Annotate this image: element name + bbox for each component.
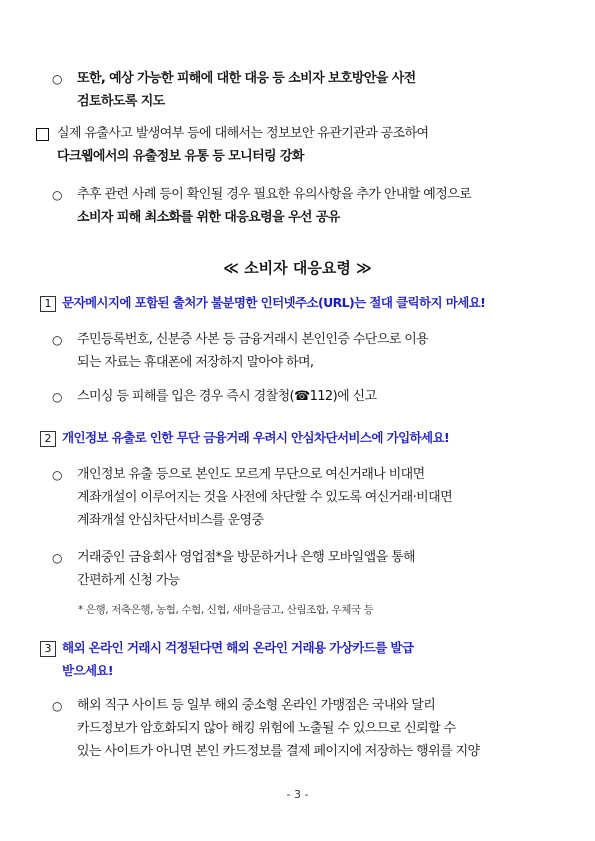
paragraph-line: 검토하도록 지도 bbox=[77, 94, 165, 109]
paragraph-line: 실제 유출사고 발생여부 등에 대해서는 정보보안 유관기관과 공조하여 bbox=[57, 126, 429, 141]
item-number-box: 2 bbox=[40, 431, 56, 447]
item-title: 문자메시지에 포함된 출처가 불분명한 인터넷주소(URL)는 절대 클릭하지 마세요! bbox=[62, 295, 486, 310]
paragraph-line: 거래중인 금융회사 영업점*을 방문하거나 은행 모바일앱을 통해 bbox=[77, 550, 416, 565]
paragraph-line: 또한, 예상 가능한 피해에 대한 대응 등 소비자 보호방안을 사전 bbox=[77, 71, 416, 86]
paragraph-line: 계좌개설 안심차단서비스를 운영중 bbox=[77, 513, 264, 528]
paragraph-line: 있는 사이트가 아니면 본인 카드정보를 결제 페이지에 저장하는 행위를 지양 bbox=[77, 744, 480, 759]
paragraph-line: 해외 직구 사이트 등 일부 해외 중소형 온라인 가맹점은 국내와 달리 bbox=[77, 698, 436, 713]
item-title-continued: 받으세요! bbox=[62, 663, 114, 678]
item-title: 개인정보 유출로 인한 무단 금융거래 우려시 안심차단서비스에 가입하세요! bbox=[62, 430, 450, 445]
circle-bullet-icon: ○ bbox=[52, 333, 63, 347]
circle-bullet-icon: ○ bbox=[52, 390, 63, 404]
circle-bullet-icon: ○ bbox=[52, 699, 63, 713]
paragraph-line: 개인정보 유출 등으로 본인도 모르게 무단으로 여신거래나 비대면 bbox=[77, 467, 425, 482]
circle-bullet-icon: ○ bbox=[52, 551, 63, 565]
paragraph-line: 스미싱 등 피해를 입은 경우 즉시 경찰청(☎112)에 신고 bbox=[77, 389, 377, 404]
page-number: - 3 - bbox=[286, 788, 309, 801]
paragraph-line: 되는 자료는 휴대폰에 저장하지 말아야 하며, bbox=[77, 355, 314, 370]
paragraph-line: 소비자 피해 최소화를 위한 대응요령을 우선 공유 bbox=[77, 210, 340, 225]
paragraph-line: 간편하게 신청 가능 bbox=[77, 573, 180, 588]
item-number-box: 1 bbox=[40, 296, 56, 312]
circle-bullet-icon: ○ bbox=[52, 72, 63, 86]
paragraph-line: 카드정보가 암호화되지 않아 해킹 위험에 노출될 수 있으므로 신뢰할 수 bbox=[77, 721, 456, 736]
item-title: 해외 온라인 거래시 걱정된다면 해외 온라인 거래용 가상카드를 발급 bbox=[62, 640, 414, 655]
square-bullet-icon bbox=[36, 128, 49, 141]
paragraph-line: 다크웹에서의 유출정보 유통 등 모니터링 강화 bbox=[57, 149, 304, 164]
footnote: * 은행, 저축은행, 농협, 수협, 신협, 새마을금고, 산림조합, 우체국 등 bbox=[78, 604, 374, 616]
item-number-box: 3 bbox=[40, 641, 56, 657]
paragraph-line: 추후 관련 사례 등이 확인될 경우 필요한 유의사항을 추가 안내할 예정으로 bbox=[77, 187, 472, 202]
paragraph-line: 계좌개설이 이루어지는 것을 사전에 차단할 수 있도록 여신거래·비대면 bbox=[77, 490, 453, 505]
circle-bullet-icon: ○ bbox=[52, 188, 63, 202]
paragraph-line: 주민등록번호, 신분증 사본 등 금융거래시 본인인증 수단으로 이용 bbox=[77, 332, 429, 347]
section-heading: ≪ 소비자 대응요령 ≫ bbox=[223, 259, 372, 277]
circle-bullet-icon: ○ bbox=[52, 468, 63, 482]
